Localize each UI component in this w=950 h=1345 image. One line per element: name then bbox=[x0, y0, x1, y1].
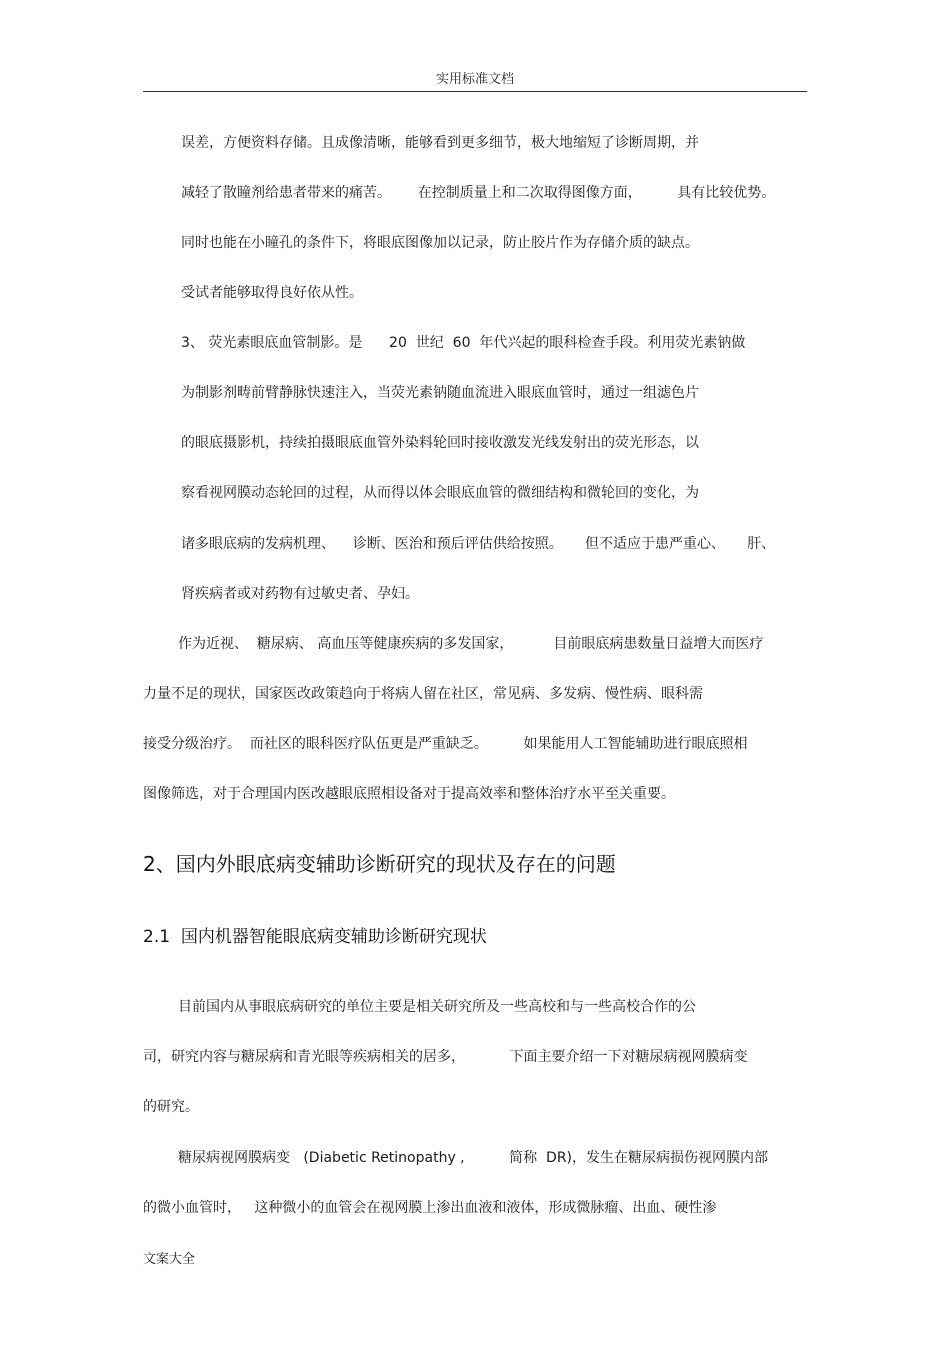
body-line: 目前国内从事眼底病研究的单位主要是相关研究所及一些高校和与一些高校合作的公 bbox=[178, 999, 696, 1015]
body-line: 肾疾病者或对药物有过敏史者、孕妇。 bbox=[181, 586, 419, 602]
body-line: 图像筛选，对于合理国内医改越眼底照相设备对于提高效率和整体治疗水平至关重要。 bbox=[143, 786, 675, 802]
page-footer: 文案大全 bbox=[143, 1252, 196, 1267]
body-line: 误差，方便资料存储。且成像清晰，能够看到更多细节，极大地缩短了诊断周期，并 bbox=[181, 135, 699, 151]
body-line: 受试者能够取得良好依从性。 bbox=[181, 285, 363, 301]
body-line: 作为近视、 糖尿病、 高血压等健康疾病的多发国家， 目前眼底病患数量日益增大而医疗 bbox=[178, 636, 764, 652]
body-line: 的眼底摄影机，持续拍摄眼底血管外染料轮回时接收激发光线发射出的荧光形态，以 bbox=[181, 435, 699, 451]
page-header: 实用标准文档 bbox=[435, 72, 514, 87]
body-line: 为制影剂畴前臂静脉快速注入，当荧光素钠随血流进入眼底血管时，通过一组滤色片 bbox=[181, 385, 699, 401]
subsection-heading: 2.1 国内机器智能眼底病变辅助诊断研究现状 bbox=[143, 927, 487, 947]
body-line: 的研究。 bbox=[143, 1099, 199, 1115]
body-line: 3、 荧光素眼底血管制影。是 20 世纪 60 年代兴起的眼科检查手段。利用荧光素钠做 bbox=[181, 335, 746, 351]
body-line: 接受分级治疗。 而社区的眼科医疗队伍更是严重缺乏。 如果能用人工智能辅助进行眼底照相 bbox=[143, 736, 748, 752]
body-line: 的微小血管时， 这种微小的血管会在视网膜上渗出血液和液体，形成微脉瘤、出血、硬性渗 bbox=[143, 1200, 717, 1216]
body-line: 减轻了散瞳剂给患者带来的痛苦。 在控制质量上和二次取得图像方面， 具有比较优势。 bbox=[181, 185, 776, 201]
section-heading: 2、国内外眼底病变辅助诊断研究的现状及存在的问题 bbox=[143, 852, 616, 876]
body-line: 察看视网膜动态轮回的过程，从而得以体会眼底血管的微细结构和微轮回的变化，为 bbox=[181, 485, 699, 501]
body-line: 糖尿病视网膜病变 (Diabetic Retinopathy , 简称 DR)，发生在糖尿病损伤视网膜内部 bbox=[178, 1150, 769, 1166]
body-line: 同时也能在小瞳孔的条件下，将眼底图像加以记录，防止胶片作为存储介质的缺点。 bbox=[181, 235, 699, 251]
body-line: 诸多眼底病的发病机理、 诊断、医治和预后评估供给按照。 但不适应于患严重心、 肝、 bbox=[181, 536, 776, 552]
header-rule bbox=[143, 91, 807, 92]
body-line: 司，研究内容与糖尿病和青光眼等疾病相关的居多， 下面主要介绍一下对糖尿病视网膜病变 bbox=[143, 1049, 748, 1065]
body-line: 力量不足的现状，国家医改政策趋向于将病人留在社区，常见病、多发病、慢性病、眼科需 bbox=[143, 686, 703, 702]
